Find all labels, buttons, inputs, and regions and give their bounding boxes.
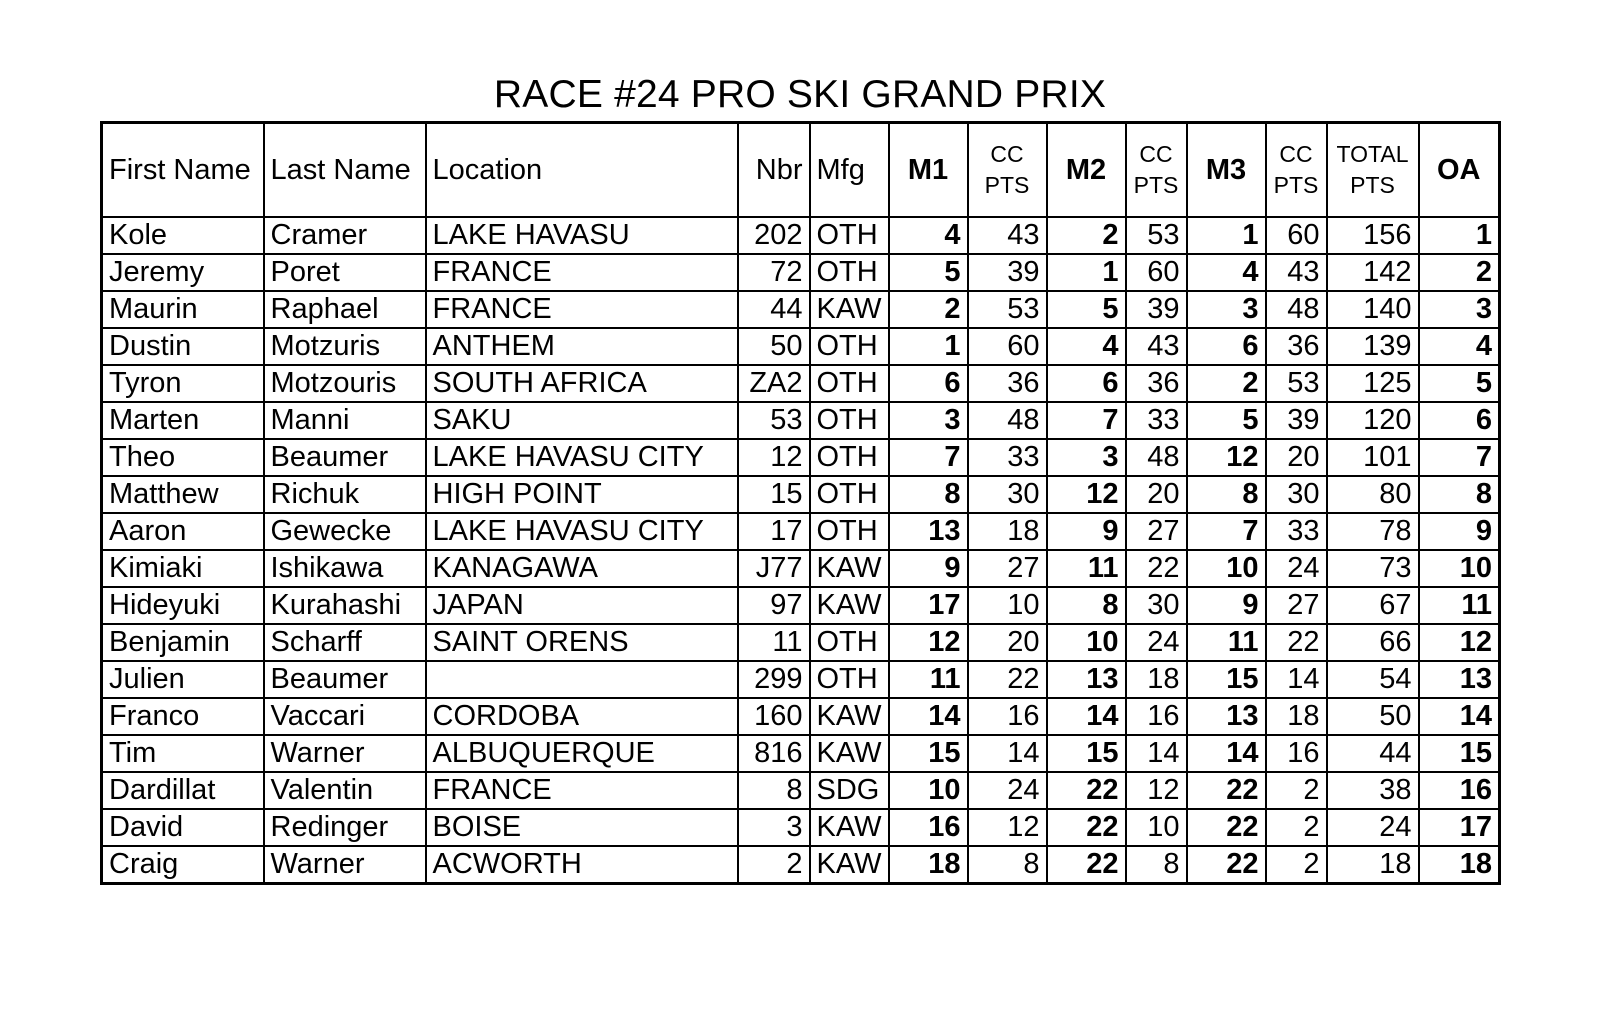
cell-location: KANAGAWA (426, 550, 738, 587)
cell-first-name: Kimiaki (102, 550, 264, 587)
cell-total-pts: 140 (1327, 291, 1419, 328)
cell-m3: 15 (1187, 661, 1266, 698)
cell-oa: 14 (1419, 698, 1500, 735)
header-nbr: Nbr (738, 123, 810, 218)
table-row (102, 439, 1500, 476)
table-row (102, 846, 1500, 884)
cell-cc-pts-3: 30 (1266, 476, 1327, 513)
cell-cc-pts-3: 48 (1266, 291, 1327, 328)
table-row (102, 328, 1500, 365)
cell-m2: 9 (1047, 513, 1126, 550)
cell-mfg: KAW (810, 698, 889, 735)
cell-total-pts: 67 (1327, 587, 1419, 624)
table-row (102, 661, 1500, 698)
cell-cc-pts-1: 60 (968, 328, 1047, 365)
cell-nbr: 8 (738, 772, 810, 809)
cell-last-name: Richuk (264, 476, 426, 513)
table-row (102, 587, 1500, 624)
cell-nbr: 11 (738, 624, 810, 661)
cell-first-name: Tim (102, 735, 264, 772)
cell-nbr: 12 (738, 439, 810, 476)
cell-mfg: OTH (810, 476, 889, 513)
cell-cc-pts-3: 20 (1266, 439, 1327, 476)
cell-m1: 12 (889, 624, 968, 661)
cell-m2: 11 (1047, 550, 1126, 587)
cell-first-name: Benjamin (102, 624, 264, 661)
header-m1: M1 (889, 123, 968, 218)
header-cc-pts-2-line2: PTS (1133, 172, 1179, 198)
cell-location: JAPAN (426, 587, 738, 624)
header-first-name: First Name (102, 123, 264, 218)
cell-oa: 12 (1419, 624, 1500, 661)
cell-m2: 22 (1047, 846, 1126, 884)
cell-location: SAINT ORENS (426, 624, 738, 661)
cell-nbr: 202 (738, 217, 810, 254)
cell-total-pts: 156 (1327, 217, 1419, 254)
cell-total-pts: 44 (1327, 735, 1419, 772)
cell-first-name: Tyron (102, 365, 264, 402)
table-row (102, 513, 1500, 550)
header-last-name: Last Name (264, 123, 426, 218)
cell-first-name: Hideyuki (102, 587, 264, 624)
cell-m2: 4 (1047, 328, 1126, 365)
cell-m2: 2 (1047, 217, 1126, 254)
table-row (102, 624, 1500, 661)
header-cc-pts-1-line1: CC (990, 141, 1024, 167)
cell-m3: 6 (1187, 328, 1266, 365)
cell-nbr: J77 (738, 550, 810, 587)
cell-total-pts: 54 (1327, 661, 1419, 698)
cell-last-name: Vaccari (264, 698, 426, 735)
table-row (102, 698, 1500, 735)
cell-first-name: Maurin (102, 291, 264, 328)
cell-m1: 18 (889, 846, 968, 884)
cell-location: SOUTH AFRICA (426, 365, 738, 402)
cell-nbr: 160 (738, 698, 810, 735)
cell-m1: 10 (889, 772, 968, 809)
cell-m2: 10 (1047, 624, 1126, 661)
cell-cc-pts-1: 20 (968, 624, 1047, 661)
cell-m3: 4 (1187, 254, 1266, 291)
cell-cc-pts-1: 43 (968, 217, 1047, 254)
cell-cc-pts-2: 20 (1126, 476, 1187, 513)
cell-cc-pts-1: 10 (968, 587, 1047, 624)
cell-cc-pts-2: 36 (1126, 365, 1187, 402)
cell-location: BOISE (426, 809, 738, 846)
cell-cc-pts-2: 24 (1126, 624, 1187, 661)
cell-m3: 3 (1187, 291, 1266, 328)
cell-mfg: OTH (810, 439, 889, 476)
cell-total-pts: 73 (1327, 550, 1419, 587)
cell-cc-pts-2: 16 (1126, 698, 1187, 735)
cell-mfg: OTH (810, 254, 889, 291)
header-total-pts-line1: TOTAL (1336, 141, 1409, 167)
cell-cc-pts-3: 2 (1266, 809, 1327, 846)
cell-cc-pts-2: 8 (1126, 846, 1187, 884)
cell-m1: 6 (889, 365, 968, 402)
table-row (102, 402, 1500, 439)
cell-cc-pts-1: 8 (968, 846, 1047, 884)
cell-cc-pts-3: 16 (1266, 735, 1327, 772)
cell-m1: 14 (889, 698, 968, 735)
cell-nbr: ZA2 (738, 365, 810, 402)
header-cc-pts-3-line2: PTS (1273, 172, 1319, 198)
cell-total-pts: 80 (1327, 476, 1419, 513)
header-oa: OA (1419, 123, 1500, 218)
cell-cc-pts-1: 48 (968, 402, 1047, 439)
cell-cc-pts-1: 12 (968, 809, 1047, 846)
cell-last-name: Warner (264, 846, 426, 884)
cell-location: ALBUQUERQUE (426, 735, 738, 772)
cell-cc-pts-2: 10 (1126, 809, 1187, 846)
cell-first-name: Jeremy (102, 254, 264, 291)
cell-first-name: Theo (102, 439, 264, 476)
results-body (102, 217, 1500, 884)
cell-oa: 5 (1419, 365, 1500, 402)
cell-cc-pts-2: 14 (1126, 735, 1187, 772)
header-m2: M2 (1047, 123, 1126, 218)
cell-total-pts: 139 (1327, 328, 1419, 365)
cell-nbr: 299 (738, 661, 810, 698)
cell-first-name: Franco (102, 698, 264, 735)
header-cc-pts-1-line2: PTS (984, 172, 1030, 198)
cell-cc-pts-3: 2 (1266, 846, 1327, 884)
cell-m3: 10 (1187, 550, 1266, 587)
cell-oa: 4 (1419, 328, 1500, 365)
table-row (102, 476, 1500, 513)
cell-mfg: KAW (810, 550, 889, 587)
cell-last-name: Motzuris (264, 328, 426, 365)
cell-m3: 8 (1187, 476, 1266, 513)
table-row (102, 254, 1500, 291)
cell-nbr: 15 (738, 476, 810, 513)
cell-total-pts: 125 (1327, 365, 1419, 402)
cell-m2: 13 (1047, 661, 1126, 698)
cell-m3: 22 (1187, 772, 1266, 809)
cell-location: CORDOBA (426, 698, 738, 735)
cell-cc-pts-1: 30 (968, 476, 1047, 513)
header-row (102, 123, 1500, 218)
header-m3: M3 (1187, 123, 1266, 218)
cell-m1: 9 (889, 550, 968, 587)
cell-last-name: Beaumer (264, 661, 426, 698)
cell-m3: 12 (1187, 439, 1266, 476)
cell-m3: 22 (1187, 846, 1266, 884)
cell-total-pts: 18 (1327, 846, 1419, 884)
cell-location: LAKE HAVASU (426, 217, 738, 254)
cell-cc-pts-2: 22 (1126, 550, 1187, 587)
cell-mfg: OTH (810, 513, 889, 550)
cell-total-pts: 120 (1327, 402, 1419, 439)
cell-cc-pts-3: 18 (1266, 698, 1327, 735)
cell-total-pts: 24 (1327, 809, 1419, 846)
header-mfg: Mfg (810, 123, 889, 218)
cell-oa: 17 (1419, 809, 1500, 846)
cell-total-pts: 142 (1327, 254, 1419, 291)
cell-oa: 1 (1419, 217, 1500, 254)
cell-first-name: Craig (102, 846, 264, 884)
cell-location: LAKE HAVASU CITY (426, 439, 738, 476)
cell-oa: 6 (1419, 402, 1500, 439)
cell-cc-pts-2: 48 (1126, 439, 1187, 476)
cell-location: FRANCE (426, 772, 738, 809)
cell-location: LAKE HAVASU CITY (426, 513, 738, 550)
cell-nbr: 72 (738, 254, 810, 291)
table-row (102, 550, 1500, 587)
cell-cc-pts-1: 24 (968, 772, 1047, 809)
cell-oa: 18 (1419, 846, 1500, 884)
cell-last-name: Warner (264, 735, 426, 772)
cell-last-name: Cramer (264, 217, 426, 254)
cell-total-pts: 38 (1327, 772, 1419, 809)
cell-m3: 11 (1187, 624, 1266, 661)
cell-cc-pts-2: 43 (1126, 328, 1187, 365)
cell-m2: 7 (1047, 402, 1126, 439)
cell-m1: 4 (889, 217, 968, 254)
table-row (102, 217, 1500, 254)
header-location: Location (426, 123, 738, 218)
cell-cc-pts-2: 18 (1126, 661, 1187, 698)
cell-m1: 16 (889, 809, 968, 846)
cell-m1: 17 (889, 587, 968, 624)
cell-cc-pts-2: 33 (1126, 402, 1187, 439)
cell-m1: 8 (889, 476, 968, 513)
cell-nbr: 3 (738, 809, 810, 846)
cell-mfg: KAW (810, 846, 889, 884)
table-row (102, 291, 1500, 328)
cell-total-pts: 101 (1327, 439, 1419, 476)
cell-cc-pts-3: 22 (1266, 624, 1327, 661)
cell-cc-pts-3: 60 (1266, 217, 1327, 254)
cell-cc-pts-3: 53 (1266, 365, 1327, 402)
cell-oa: 15 (1419, 735, 1500, 772)
cell-cc-pts-2: 53 (1126, 217, 1187, 254)
cell-m1: 7 (889, 439, 968, 476)
header-cc-pts-2 (1126, 123, 1187, 218)
cell-mfg: OTH (810, 402, 889, 439)
cell-cc-pts-1: 16 (968, 698, 1047, 735)
cell-cc-pts-1: 33 (968, 439, 1047, 476)
cell-last-name: Gewecke (264, 513, 426, 550)
cell-last-name: Poret (264, 254, 426, 291)
cell-oa: 2 (1419, 254, 1500, 291)
cell-m3: 14 (1187, 735, 1266, 772)
cell-cc-pts-2: 30 (1126, 587, 1187, 624)
cell-location (426, 661, 738, 698)
cell-first-name: Matthew (102, 476, 264, 513)
cell-m1: 13 (889, 513, 968, 550)
cell-m2: 8 (1047, 587, 1126, 624)
cell-m3: 1 (1187, 217, 1266, 254)
cell-location: SAKU (426, 402, 738, 439)
cell-first-name: Julien (102, 661, 264, 698)
cell-oa: 8 (1419, 476, 1500, 513)
cell-nbr: 44 (738, 291, 810, 328)
cell-total-pts: 66 (1327, 624, 1419, 661)
cell-location: ANTHEM (426, 328, 738, 365)
cell-m2: 3 (1047, 439, 1126, 476)
cell-cc-pts-3: 24 (1266, 550, 1327, 587)
cell-cc-pts-1: 14 (968, 735, 1047, 772)
table-row (102, 772, 1500, 809)
results-table (100, 121, 1501, 885)
cell-location: ACWORTH (426, 846, 738, 884)
header-cc-pts-1 (968, 123, 1047, 218)
cell-m1: 2 (889, 291, 968, 328)
cell-nbr: 2 (738, 846, 810, 884)
header-cc-pts-3-line1: CC (1279, 141, 1313, 167)
cell-location: HIGH POINT (426, 476, 738, 513)
cell-cc-pts-3: 33 (1266, 513, 1327, 550)
cell-first-name: Dustin (102, 328, 264, 365)
cell-first-name: Marten (102, 402, 264, 439)
cell-location: FRANCE (426, 291, 738, 328)
cell-first-name: Aaron (102, 513, 264, 550)
cell-mfg: OTH (810, 365, 889, 402)
cell-cc-pts-1: 18 (968, 513, 1047, 550)
cell-m3: 9 (1187, 587, 1266, 624)
cell-cc-pts-3: 2 (1266, 772, 1327, 809)
cell-m3: 22 (1187, 809, 1266, 846)
cell-m1: 5 (889, 254, 968, 291)
cell-location: FRANCE (426, 254, 738, 291)
cell-first-name: Dardillat (102, 772, 264, 809)
cell-m2: 22 (1047, 809, 1126, 846)
cell-last-name: Redinger (264, 809, 426, 846)
cell-last-name: Kurahashi (264, 587, 426, 624)
cell-cc-pts-2: 60 (1126, 254, 1187, 291)
cell-last-name: Raphael (264, 291, 426, 328)
cell-mfg: OTH (810, 328, 889, 365)
cell-mfg: KAW (810, 587, 889, 624)
page-title: RACE #24 PRO SKI GRAND PRIX (493, 73, 1107, 116)
table-row (102, 735, 1500, 772)
cell-m2: 6 (1047, 365, 1126, 402)
cell-last-name: Motzouris (264, 365, 426, 402)
cell-last-name: Valentin (264, 772, 426, 809)
cell-last-name: Beaumer (264, 439, 426, 476)
cell-cc-pts-3: 14 (1266, 661, 1327, 698)
cell-first-name: Kole (102, 217, 264, 254)
cell-m2: 12 (1047, 476, 1126, 513)
cell-m1: 3 (889, 402, 968, 439)
cell-nbr: 50 (738, 328, 810, 365)
cell-m2: 22 (1047, 772, 1126, 809)
cell-m1: 15 (889, 735, 968, 772)
cell-oa: 16 (1419, 772, 1500, 809)
cell-first-name: David (102, 809, 264, 846)
cell-cc-pts-1: 27 (968, 550, 1047, 587)
cell-cc-pts-1: 36 (968, 365, 1047, 402)
cell-oa: 13 (1419, 661, 1500, 698)
cell-cc-pts-3: 39 (1266, 402, 1327, 439)
cell-cc-pts-3: 27 (1266, 587, 1327, 624)
cell-cc-pts-2: 39 (1126, 291, 1187, 328)
cell-last-name: Manni (264, 402, 426, 439)
cell-mfg: SDG (810, 772, 889, 809)
cell-m2: 14 (1047, 698, 1126, 735)
cell-last-name: Ishikawa (264, 550, 426, 587)
cell-cc-pts-1: 22 (968, 661, 1047, 698)
cell-cc-pts-1: 39 (968, 254, 1047, 291)
cell-mfg: KAW (810, 809, 889, 846)
cell-m2: 15 (1047, 735, 1126, 772)
cell-total-pts: 78 (1327, 513, 1419, 550)
cell-cc-pts-3: 43 (1266, 254, 1327, 291)
table-row (102, 365, 1500, 402)
cell-nbr: 53 (738, 402, 810, 439)
header-cc-pts-2-line1: CC (1139, 141, 1173, 167)
header-total-pts-line2: PTS (1350, 172, 1395, 198)
cell-m1: 11 (889, 661, 968, 698)
cell-m2: 5 (1047, 291, 1126, 328)
cell-cc-pts-2: 12 (1126, 772, 1187, 809)
cell-cc-pts-1: 53 (968, 291, 1047, 328)
cell-m2: 1 (1047, 254, 1126, 291)
header-total-pts (1327, 123, 1419, 218)
cell-cc-pts-2: 27 (1126, 513, 1187, 550)
cell-oa: 10 (1419, 550, 1500, 587)
header-cc-pts-3 (1266, 123, 1327, 218)
cell-mfg: OTH (810, 661, 889, 698)
cell-m3: 13 (1187, 698, 1266, 735)
cell-mfg: KAW (810, 735, 889, 772)
cell-nbr: 17 (738, 513, 810, 550)
cell-oa: 9 (1419, 513, 1500, 550)
cell-oa: 11 (1419, 587, 1500, 624)
cell-m3: 7 (1187, 513, 1266, 550)
cell-m3: 5 (1187, 402, 1266, 439)
cell-oa: 3 (1419, 291, 1500, 328)
cell-mfg: OTH (810, 217, 889, 254)
cell-last-name: Scharff (264, 624, 426, 661)
cell-mfg: OTH (810, 624, 889, 661)
cell-cc-pts-3: 36 (1266, 328, 1327, 365)
cell-oa: 7 (1419, 439, 1500, 476)
cell-nbr: 97 (738, 587, 810, 624)
cell-mfg: KAW (810, 291, 889, 328)
cell-total-pts: 50 (1327, 698, 1419, 735)
cell-m3: 2 (1187, 365, 1266, 402)
cell-m1: 1 (889, 328, 968, 365)
cell-nbr: 816 (738, 735, 810, 772)
table-row (102, 809, 1500, 846)
